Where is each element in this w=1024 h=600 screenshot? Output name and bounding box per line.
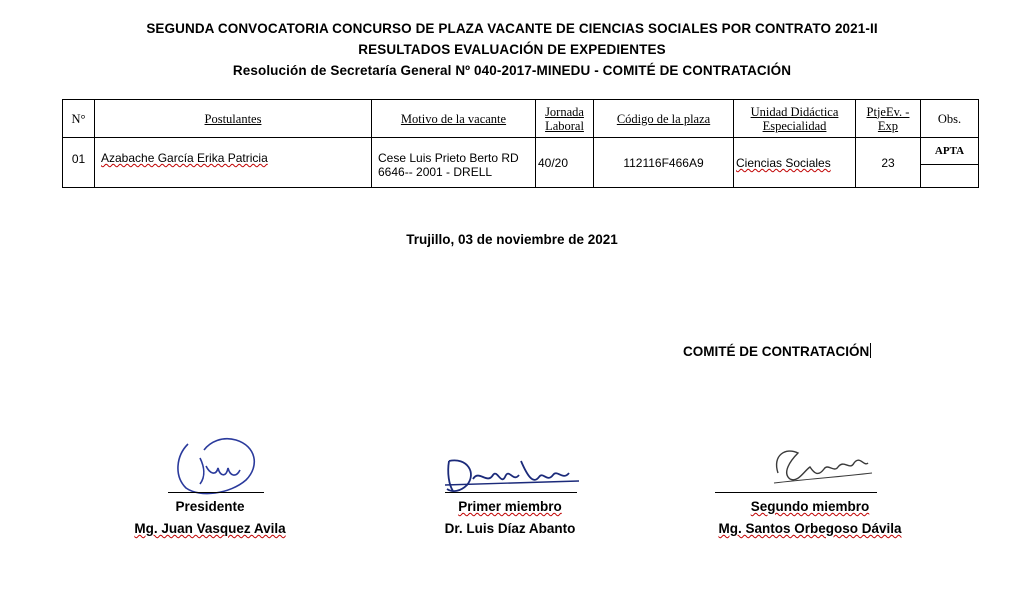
cell-ptje: 23	[856, 138, 921, 188]
signature-first-member	[443, 455, 583, 497]
title-line-3: Resolución de Secretaría General Nº 040-2017-MINEDU - COMITÉ DE CONTRATACIÓN	[232, 63, 792, 78]
cell-obs	[921, 138, 979, 188]
document-date: Trujillo, 03 de noviembre de 2021	[406, 232, 618, 247]
cell-unidad: Ciencias Sociales	[734, 138, 856, 188]
signature-name: Mg. Santos Orbegoso Dávila	[718, 521, 902, 536]
text-cursor	[870, 343, 871, 358]
signature-second-member	[768, 443, 878, 493]
col-header-unidad: Unidad Didáctica Especialidad	[734, 100, 856, 138]
results-table	[62, 99, 979, 188]
col-header-obs: Obs.	[921, 100, 979, 138]
col-header-postulantes: Postulantes	[95, 100, 372, 138]
status-badge: APTA	[921, 138, 978, 165]
cell-postulante: Azabache García Erika Patricia	[95, 138, 372, 188]
signature-role: Presidente	[175, 499, 245, 514]
title-line-2: RESULTADOS EVALUACIÓN DE EXPEDIENTES	[358, 42, 666, 57]
col-header-motivo: Motivo de la vacante	[372, 100, 536, 138]
signature-president	[170, 436, 265, 498]
signature-name: Mg. Juan Vasquez Avila	[134, 521, 286, 536]
signature-role: Primer miembro	[458, 499, 562, 514]
signature-line	[445, 492, 577, 493]
col-header-num: N°	[63, 100, 95, 138]
signature-block-first-member	[410, 498, 610, 538]
cell-jornada: 40/20	[536, 138, 594, 188]
title-line-1: SEGUNDA CONVOCATORIA CONCURSO DE PLAZA VACANTE DE CIENCIAS SOCIALES POR CONTRATO 2021-II	[146, 21, 878, 36]
committee-label: COMITÉ DE CONTRATACIÓN	[683, 344, 870, 359]
col-header-jornada: Jornada Laboral	[536, 100, 594, 138]
signature-line	[715, 492, 877, 493]
table-row	[63, 138, 979, 188]
signature-name: Dr. Luis Díaz Abanto	[444, 521, 576, 536]
document-header	[0, 18, 1024, 81]
cell-num: 01	[63, 138, 95, 188]
table-header-row	[63, 100, 979, 138]
cell-codigo: 112116F466A9	[594, 138, 734, 188]
signature-role: Segundo miembro	[750, 499, 870, 514]
signature-block-second-member	[695, 498, 925, 538]
signature-line	[168, 492, 264, 493]
signature-block-president	[110, 498, 310, 538]
cell-motivo: Cese Luis Prieto Berto RD 6646-- 2001 - DRELL	[372, 138, 536, 188]
col-header-ptje: PtjeEv. - Exp	[856, 100, 921, 138]
col-header-codigo: Código de la plaza	[594, 100, 734, 138]
